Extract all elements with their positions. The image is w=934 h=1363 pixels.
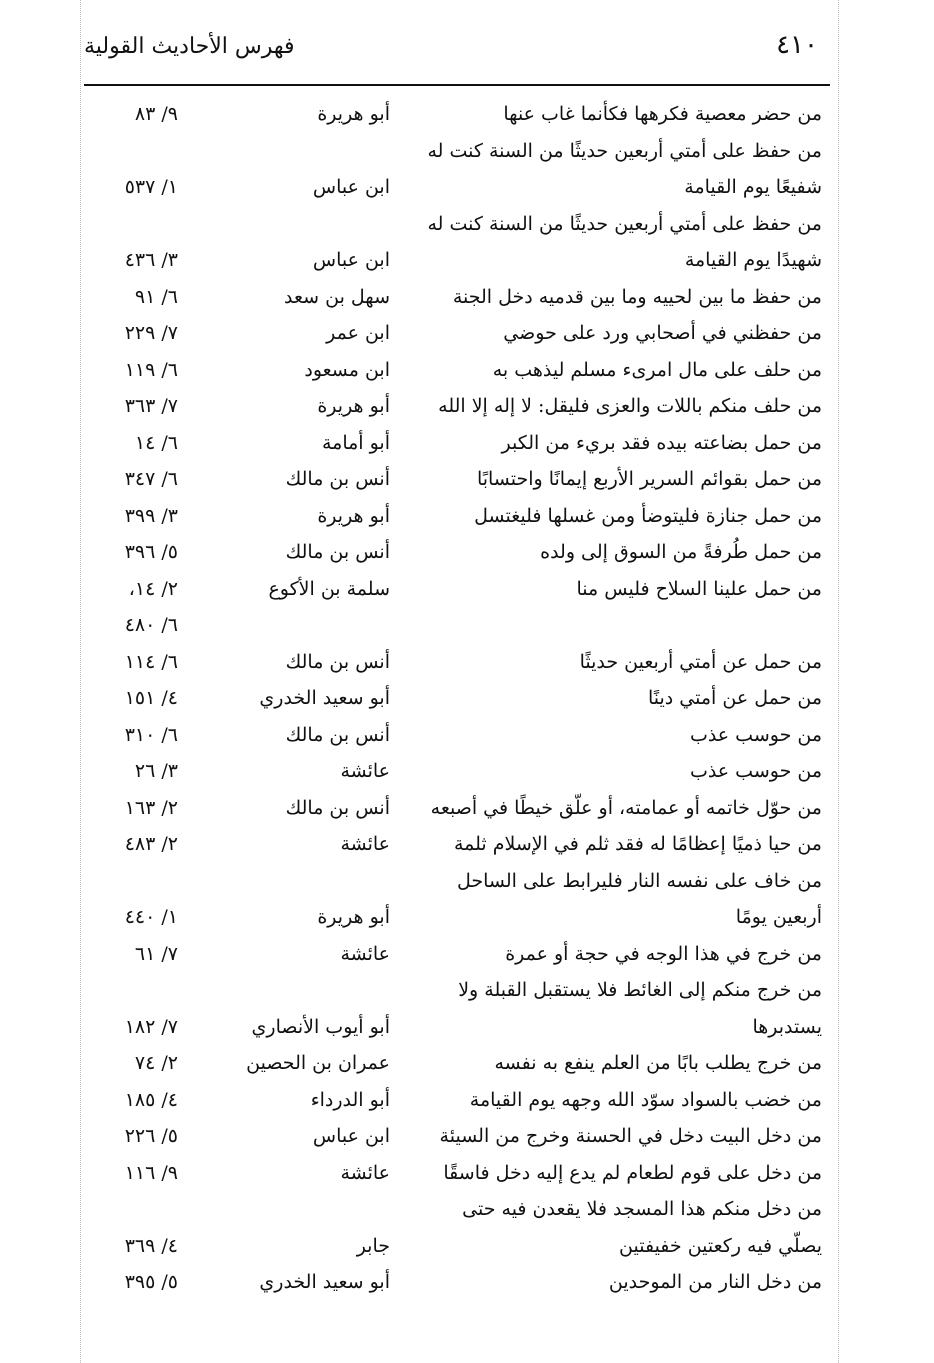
narrator-name: ابن مسعود [304, 358, 390, 381]
hadith-text: من خاف على نفسه النار فليرابط على الساحل [456, 869, 822, 892]
index-entry [84, 498, 830, 535]
hadith-text: من دخل منكم هذا المسجد فلا يقعدن فيه حتى [462, 1198, 822, 1220]
narrator-name: ابن عمر [326, 322, 390, 344]
hadith-text: من حلف على مال امرىء مسلم ليذهب به [492, 358, 822, 381]
narrator-name: ابن عباس [312, 1125, 390, 1147]
header-rule [84, 84, 830, 86]
hadith-text: من حمل عن أمتي أربعين حديثًا [579, 650, 822, 673]
volume-page-ref: ٦/ ٩١ [134, 285, 178, 308]
volume-page-ref: ٢/ ١٤، [128, 577, 178, 600]
index-entry [84, 1228, 830, 1265]
index-entry [84, 315, 830, 352]
narrator-name: أبو الدرداء [310, 1088, 390, 1111]
index-entry [84, 1045, 830, 1082]
narrator-name: أبو هريرة [317, 504, 390, 527]
volume-page-ref: ٦/ ٤٨٠ [124, 614, 178, 636]
hadith-text: من حمل بقوائم السرير الأربع إيمانًا واحتسابًا [476, 468, 822, 490]
index-entry [84, 644, 830, 681]
hadith-text: من حلف منكم باللات والعزى فليقل: لا إله إلا الله [438, 395, 822, 417]
volume-page-ref: ٥/ ٣٩٦ [124, 541, 178, 563]
index-entry [84, 1155, 830, 1192]
hadith-text: يستدبرها [752, 1015, 822, 1038]
narrator-name: أنس بن مالك [285, 468, 390, 490]
volume-page-ref: ٦/ ١٤ [134, 431, 178, 454]
hadith-text: من حضر معصية فكرهها فكأنما غاب عنها [503, 103, 822, 125]
index-entry [84, 571, 830, 608]
volume-page-ref: ١/ ٤٤٠ [124, 906, 178, 928]
hadith-text: من حوسب عذب [689, 760, 822, 782]
margin-dotted-line [80, 0, 81, 1363]
index-entry [84, 717, 830, 754]
index-entry [84, 972, 830, 1009]
volume-page-ref: ٦/ ١١٤ [124, 650, 178, 673]
hadith-text: من حمل بضاعته بيده فقد بريء من الكبر [501, 431, 822, 454]
narrator-name: أبو سعيد الخدري [259, 687, 390, 709]
hadith-text: من حفظ ما بين لحييه وما بين قدميه دخل الجنة [452, 285, 822, 308]
hadith-text: من خضب بالسواد سوّد الله وجهه يوم القيامة [469, 1088, 822, 1111]
page-header [84, 28, 830, 78]
narrator-name: جابر [356, 1234, 390, 1257]
index-entry [84, 1264, 830, 1301]
index-entry [84, 1118, 830, 1155]
hadith-text: من دخل النار من الموحدين [608, 1271, 822, 1293]
index-entry [84, 1009, 830, 1046]
volume-page-ref: ٤/ ١٨٥ [124, 1088, 178, 1111]
narrator-name: عائشة [340, 1161, 390, 1184]
narrator-name: أنس بن مالك [285, 796, 390, 819]
hadith-text: من حوسب عذب [689, 723, 822, 746]
narrator-name: سلمة بن الأكوع [268, 577, 390, 600]
hadith-text: من حفظني في أصحابي ورد على حوضي [503, 322, 822, 344]
volume-page-ref: ٦/ ٣١٠ [124, 723, 178, 746]
hadith-text: يصلّي فيه ركعتين خفيفتين [619, 1234, 822, 1257]
index-entry [84, 1082, 830, 1119]
hadith-text: شهيدًا يوم القيامة [684, 249, 822, 271]
hadith-text: من خرج منكم إلى الغائط فلا يستقبل القبلة ولا [458, 979, 822, 1001]
index-entry [84, 133, 830, 170]
hadith-text: من خرج يطلب بابًا من العلم ينفع به نفسه [494, 1052, 822, 1074]
page-number: ٤١٠ [776, 30, 818, 60]
narrator-name: عائشة [340, 760, 390, 782]
index-entry [84, 425, 830, 462]
narrator-name: عمران بن الحصين [246, 1052, 390, 1074]
volume-page-ref: ٦/ ٣٤٧ [124, 468, 178, 490]
volume-page-ref: ٥/ ٣٩٥ [124, 1271, 178, 1293]
hadith-text: من حمل عن أمتي دينًا [647, 687, 822, 709]
index-entry [84, 863, 830, 900]
index-entry [84, 96, 830, 133]
index-entry [84, 279, 830, 316]
volume-page-ref: ٧/ ١٨٢ [124, 1015, 178, 1038]
index-entry [84, 899, 830, 936]
hadith-text: من حمل علينا السلاح فليس منا [576, 577, 822, 600]
narrator-name: أبو هريرة [317, 395, 390, 417]
running-title: فهرس الأحاديث القولية [84, 34, 295, 59]
hadith-text: أربعين يومًا [735, 906, 822, 928]
volume-page-ref: ٣/ ٢٦ [134, 760, 178, 782]
narrator-name: ابن عباس [312, 176, 390, 198]
volume-page-ref: ٧/ ٦١ [134, 942, 178, 965]
index-entry [84, 206, 830, 243]
index-entry [84, 826, 830, 863]
index-entry [84, 352, 830, 389]
margin-dotted-line [838, 0, 839, 1363]
narrator-name: أبو هريرة [317, 906, 390, 928]
volume-page-ref: ٥/ ٢٢٦ [124, 1125, 178, 1147]
hadith-index-list [84, 96, 830, 1301]
narrator-name: أبو هريرة [317, 103, 390, 125]
hadith-text: من خرج في هذا الوجه في حجة أو عمرة [505, 942, 822, 965]
index-entry [84, 607, 830, 644]
volume-page-ref: ٢/ ٧٤ [134, 1052, 178, 1074]
narrator-name: أبو سعيد الخدري [259, 1271, 390, 1293]
narrator-name: أنس بن مالك [285, 541, 390, 563]
narrator-name: سهل بن سعد [284, 285, 390, 308]
volume-page-ref: ٤/ ١٥١ [124, 687, 178, 709]
narrator-name: عائشة [340, 833, 390, 855]
volume-page-ref: ٣/ ٣٩٩ [124, 504, 178, 527]
index-entry [84, 680, 830, 717]
hadith-text: من حمل جنازة فليتوضأ ومن غسلها فليغتسل [474, 504, 822, 527]
volume-page-ref: ٩/ ٨٣ [134, 103, 178, 125]
index-entry [84, 753, 830, 790]
volume-page-ref: ٤/ ٣٦٩ [124, 1234, 178, 1257]
index-entry [84, 169, 830, 206]
index-entry [84, 936, 830, 973]
narrator-name: أبو أمامة [321, 431, 390, 454]
volume-page-ref: ٦/ ١١٩ [124, 358, 178, 381]
index-entry [84, 790, 830, 827]
narrator-name: أبو أيوب الأنصاري [251, 1015, 390, 1038]
hadith-text: من حوّل خاتمه أو عمامته، أو علّق خيطًا في أصبعه [430, 796, 822, 819]
volume-page-ref: ٣/ ٤٣٦ [124, 249, 178, 271]
index-entry [84, 388, 830, 425]
index-entry [84, 534, 830, 571]
hadith-text: من حمل طُرفةً من السوق إلى ولده [540, 541, 822, 563]
volume-page-ref: ٢/ ١٦٣ [124, 796, 178, 819]
narrator-name: عائشة [340, 942, 390, 965]
volume-page-ref: ٧/ ٣٦٣ [124, 395, 178, 417]
volume-page-ref: ٢/ ٤٨٣ [124, 833, 178, 855]
volume-page-ref: ٧/ ٢٢٩ [124, 322, 178, 344]
hadith-text: من حفظ على أمتي أربعين حديثًا من السنة كنت له [427, 139, 822, 162]
index-entry [84, 1191, 830, 1228]
hadith-text: من حفظ على أمتي أربعين حديثًا من السنة كنت له [427, 212, 822, 235]
narrator-name: أنس بن مالك [285, 650, 390, 673]
volume-page-ref: ٩/ ١١٦ [124, 1161, 178, 1184]
hadith-text: من دخل على قوم لطعام لم يدع إليه دخل فاسقًا [443, 1161, 822, 1184]
hadith-text: شفيعًا يوم القيامة [684, 176, 822, 198]
index-entry [84, 242, 830, 279]
index-entry [84, 461, 830, 498]
volume-page-ref: ١/ ٥٣٧ [124, 176, 178, 198]
narrator-name: أنس بن مالك [285, 723, 390, 746]
hadith-text: من دخل البيت دخل في الحسنة وخرج من السيئة [439, 1125, 822, 1147]
hadith-text: من حيا ذميًا إعظامًا له فقد ثلم في الإسلام ثلمة [453, 833, 822, 855]
narrator-name: ابن عباس [312, 249, 390, 271]
